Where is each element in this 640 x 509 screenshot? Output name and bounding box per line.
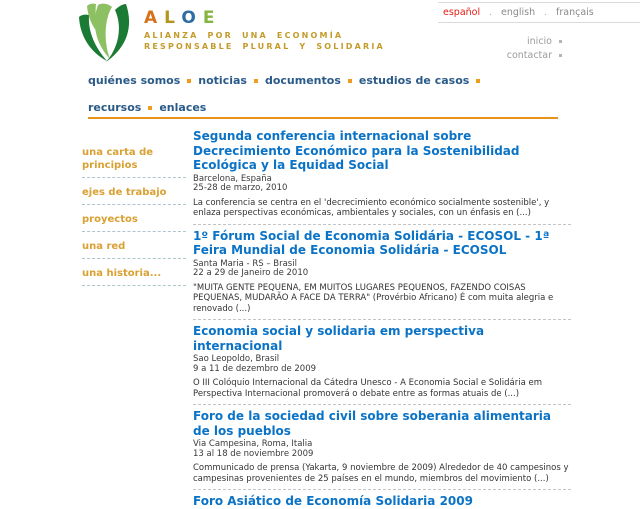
sidebar — [82, 138, 186, 286]
article-location: Barcelona, España — [193, 173, 272, 184]
language-link-francais[interactable]: français — [556, 7, 594, 18]
article-location: Santa Maria - RS – Brasil — [193, 258, 297, 269]
language-bar-bottom-rule — [438, 22, 640, 23]
bullet-icon — [559, 40, 562, 43]
article-date: 25-28 de marzo, 2010 — [193, 183, 288, 193]
article-excerpt: "MUITA GENTE PEQUENA, EM MUITOS LUGARES PEQUENOS, FAZENDO COISAS PEQUENAS, MUDARÃO A FACE DA TERRA" (Provérbio Africano) É com muita alegria e renovado (...) — [193, 282, 554, 314]
utility-link-inicio[interactable] — [507, 35, 562, 49]
article-item — [193, 229, 571, 315]
brand-acronym — [144, 8, 385, 28]
article-date: 22 a 29 de Janeiro de 2010 — [193, 268, 309, 278]
article-title-link[interactable]: Foro Asiático de Economía Solidaria 2009 — [193, 494, 473, 508]
article-title-link[interactable]: Segunda conferencia internacional sobre Decrecimiento Económico para la Sostenibilidad Ecológica y la Equidad Social — [193, 129, 520, 172]
sidebar-item-una-historia[interactable]: una historia... — [82, 259, 186, 286]
utility-nav — [507, 35, 562, 62]
nav-item-enlaces[interactable]: enlaces — [159, 101, 207, 114]
nav-item-documentos[interactable]: documentos — [264, 74, 341, 87]
article-separator — [193, 404, 571, 405]
utility-link-label: inicio — [527, 36, 552, 47]
brand-letter: L — [164, 8, 182, 28]
article-separator — [193, 319, 571, 320]
language-bar — [443, 7, 594, 18]
article-location: Sao Leopoldo, Brasil — [193, 354, 280, 364]
article-excerpt: Communicado de prensa (Yakarta, 9 noviembre de 2009) Alrededor de 40 campesinos y campesinas provenientes de 25 países en el mundo, miembros del movimiento (...) — [193, 463, 569, 484]
utility-link-contactar[interactable] — [507, 49, 562, 63]
language-separator: . — [544, 7, 548, 18]
article-date: 13 al 18 de noviembre 2009 — [193, 448, 314, 459]
sidebar-item-proyectos[interactable]: proyectos — [82, 205, 186, 232]
language-link-english[interactable]: english — [501, 7, 536, 18]
brand-block — [144, 8, 385, 52]
sidebar-item-ejes-de-trabajo[interactable]: ejes de trabajo — [82, 178, 186, 205]
article-item — [193, 409, 571, 484]
article-separator — [193, 489, 571, 490]
article-item — [193, 324, 571, 399]
article-excerpt: O III Colóquio Internacional da Cátedra Unesco - A Economia Social e Solidária em Perspectiva Internacional promoverá o debate entre as formas atuais de (...) — [193, 378, 543, 399]
language-bar-top-rule — [438, 2, 640, 3]
utility-link-label: contactar — [506, 49, 552, 61]
article-item — [193, 494, 571, 509]
language-separator: . — [489, 7, 492, 18]
article-item — [193, 129, 571, 219]
nav-item-noticias[interactable]: noticias — [198, 74, 247, 87]
nav-separator-icon — [148, 106, 152, 110]
nav-item-estudios-de-casos[interactable]: estudios de casos — [358, 74, 470, 87]
nav-separator-icon — [254, 79, 258, 83]
nav-separator-icon — [348, 79, 352, 83]
nav-separator-icon — [476, 79, 480, 83]
nav-item-recursos[interactable]: recursos — [88, 101, 142, 114]
nav-separator-icon — [187, 79, 191, 83]
article-title-link[interactable]: Economia social y solidaria em perspectiva internacional — [193, 324, 485, 353]
article-separator — [193, 224, 571, 225]
bullet-icon — [559, 54, 562, 57]
article-excerpt: La conferencia se centra en el 'decrecimiento económico socialmente sostenible', y enlaza perspectivas económicas, ambientales y sociales, con un énfasis en (...) — [193, 197, 550, 218]
nav-underline-rule — [88, 117, 558, 119]
sidebar-item-una-carta-de-principios[interactable]: una carta de principios — [82, 138, 186, 178]
article-title-link[interactable]: 1º Fórum Social de Economia Solidária - ECOSOL - 1ª Feira Mundial de Economia Solidária - ECOSOL — [193, 228, 550, 257]
brand-tagline-line1: ALIANZA POR UNA ECONOMÍA — [144, 31, 344, 40]
article-title-link[interactable]: Foro de la sociedad civil sobre soberania alimentaria de los pueblos — [193, 409, 551, 438]
news-list — [193, 129, 571, 509]
main-nav-row2 — [88, 101, 568, 114]
language-link-espanol[interactable]: español — [443, 7, 481, 18]
article-location: Via Campesina, Roma, Italia — [193, 439, 313, 449]
brand-tagline-line2: RESPONSABLE PLURAL Y SOLIDARIA — [144, 42, 385, 51]
brand-letter: A — [144, 8, 165, 28]
nav-item-quienes-somos[interactable]: quiénes somos — [88, 74, 181, 87]
sidebar-item-una-red[interactable]: una red — [82, 232, 186, 259]
aloe-plant-logo-icon — [76, 2, 134, 68]
brand-letter: E — [202, 8, 222, 28]
main-nav-row1 — [88, 74, 568, 87]
article-date: 9 a 11 de dezembro de 2009 — [193, 363, 317, 374]
brand-letter: O — [181, 8, 203, 28]
